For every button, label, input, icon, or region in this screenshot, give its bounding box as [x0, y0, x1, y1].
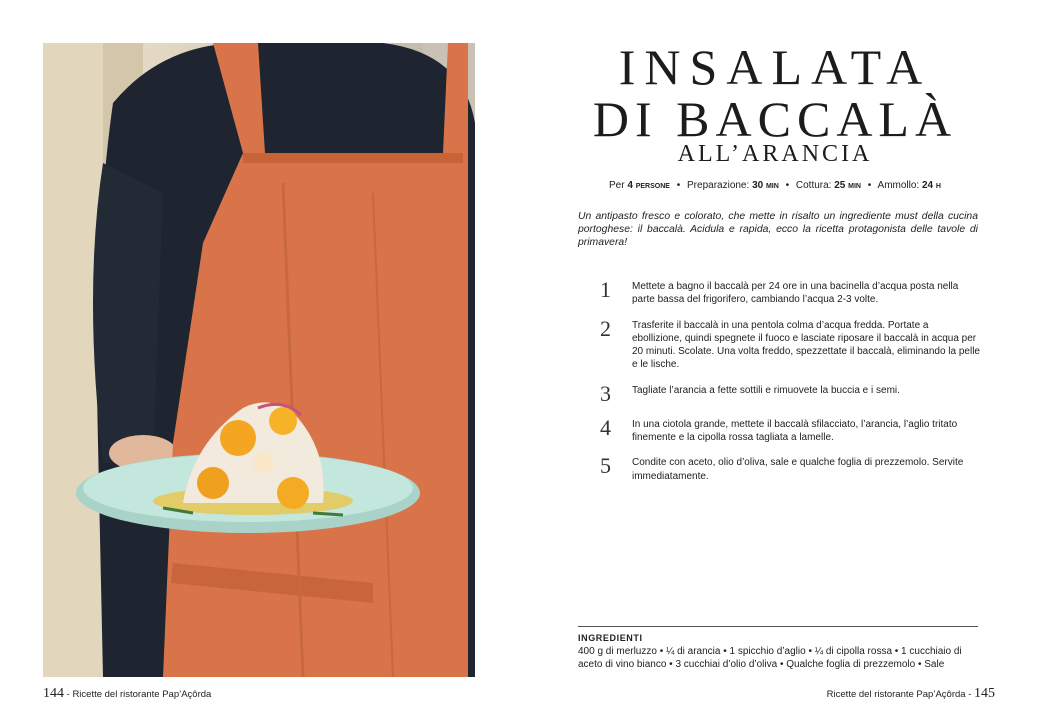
page-number-left: 144 — [43, 686, 64, 701]
step-number: 4 — [600, 414, 611, 440]
step-number: 2 — [600, 315, 611, 341]
dish-photo — [43, 43, 475, 677]
recipe-steps — [600, 278, 980, 493]
soak-value: 24 — [922, 180, 934, 191]
recipe-title-line1: INSALATA — [618, 39, 932, 95]
recipe-intro: Un antipasto fresco e colorato, che mette in risalto un ingrediente must della cucina portoghese: il baccalà. Acidula e rapida, ecco la ricetta protagonista delle tavole di primavera! — [578, 211, 978, 248]
prep-unit: min — [765, 180, 779, 191]
cook-label: Cottura: — [795, 180, 832, 191]
recipe-step — [600, 454, 980, 483]
recipe-subtitle: ALL’ARANCIA — [677, 141, 873, 167]
cook-unit: min — [848, 180, 861, 191]
step-text: Trasferite il baccalà in una pentola colma d’acqua fredda. Portate a ebollizione, quindi spegnete il fuoco e lasciate riposare il baccalà in acqua per 20 minuti. Scolate. Una volta freddo, spezzettate il baccalà, eliminando la pelle e le lische. — [632, 319, 980, 371]
footer-left-text: - Ricette del ristorante Pap’Açôrda — [64, 689, 212, 700]
step-number: 1 — [600, 277, 611, 302]
recipe-meta: Per 4 persone • Preparazione: 30 min • Cottura: 25 min • Ammollo: 24 h — [609, 180, 941, 191]
servings-value: 4 — [627, 180, 633, 191]
prep-label: Preparazione: — [687, 180, 750, 191]
ingredients-list: 400 g di merluzzo • ¼ di arancia • 1 spicchio d’aglio • ¼ di cipolla rossa • 1 cucchiaio di aceto di vino bianco • 3 cucchiai d’olio d’oliva • Qualche foglia di prezzemolo • Sale — [578, 646, 962, 670]
step-number: 3 — [600, 380, 611, 406]
recipe-title-line2: DI BACCALÀ — [592, 91, 958, 147]
servings-label: Per — [609, 180, 625, 191]
soak-unit: h — [935, 180, 941, 191]
recipe-step — [600, 278, 980, 307]
footer-right-text: Ricette del ristorante Pap’Açôrda - — [826, 689, 974, 700]
step-text: In una ciotola grande, mettete il baccalà sfilacciato, l’arancia, l’aglio tritato finemente e la cipolla rossa tagliata a lamelle. — [632, 418, 958, 444]
recipe-step — [600, 317, 980, 372]
footer-left — [43, 686, 211, 702]
ingredients-section — [578, 626, 978, 671]
step-text: Condite con aceto, olio d’oliva, sale e qualche foglia di prezzemolo. Servite immediatamente. — [632, 457, 964, 482]
step-text: Tagliate l’arancia a fette sottili e rimuovete la buccia e i semi. — [632, 384, 900, 396]
ingredients-heading: INGREDIENTI — [578, 633, 643, 643]
recipe-step — [600, 416, 980, 445]
footer-right — [827, 686, 995, 702]
page-number-right: 145 — [974, 686, 995, 701]
servings-unit: persone — [635, 180, 670, 191]
soak-label: Ammollo: — [877, 180, 920, 191]
prep-value: 30 — [752, 180, 764, 191]
cook-value: 25 — [834, 180, 846, 191]
step-number: 5 — [600, 453, 611, 479]
recipe-step — [600, 382, 980, 406]
step-text: Mettete a bagno il baccalà per 24 ore in una bacinella d’acqua posta nella parte bassa del frigorifero, cambiando l’acqua 2-3 volte. — [632, 281, 959, 306]
dish-illustration — [43, 43, 475, 677]
